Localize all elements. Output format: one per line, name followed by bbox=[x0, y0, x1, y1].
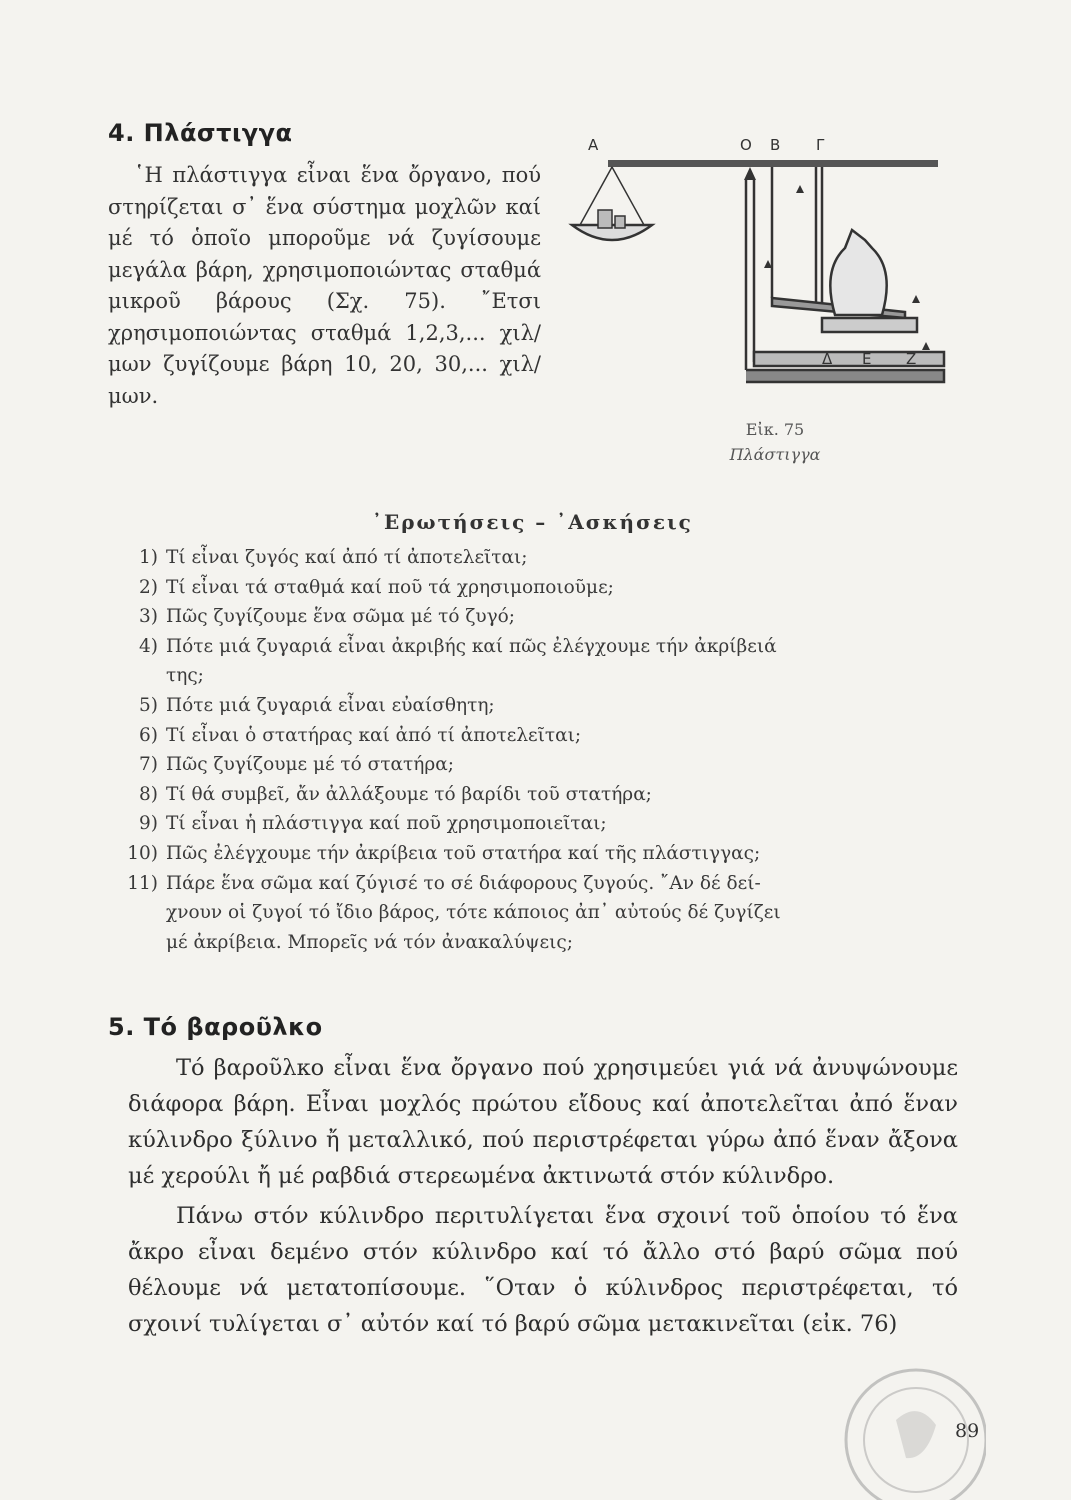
section-5-paragraph-1: Τό βαροῦλκο εἶναι ἕνα ὄργανο πού χρησιμεύει γιά νά ἀνυψώνουμε διάφορα βάρη. Εἶναι μοχλός πρώτου εἴδους καί ἀποτελεῖται ἀπό ἕναν κύλινδρο ξύλινο ἤ μεταλλικό, πού περιστρέφεται γύρω ἀπό ἕναν ἄξονα μέ χερούλι ἤ μέ ραβδιά στερεωμένα ἀκτινωτά στόν κύλινδρο. bbox=[128, 1055, 958, 1189]
label-g: Γ bbox=[816, 136, 825, 154]
exercise-list: 1) Τί εἶναι ζυγός καί ἀπό τί ἀποτελεῖται; 2) Τί εἶναι τά σταθμά καί ποῦ τά χρησιμοποιοῦμε; 3) Πῶς ζυγίζουμε ἕνα σῶμα μέ τό ζυγό; 4) Πότε μιά ζυγαριά εἶναι ἀκριβής καί πῶς ἐλέγχουμε τήν ἀκρίβειά της; 5) Πότε μιά ζυγαριά εἶναι εὐαίσθητη; 6) Τί εἶναι ὁ στατήρας καί ἀπό τί ἀποτελεῖται; 7) Πῶς ζυγίζουμε μέ τό στατήρα; 8) Τί θά συμβεῖ, ἄν ἀλλάξουμε τό βαρίδι τοῦ στατήρα; 9) Τί εἶναι ἡ πλάστιγγα καί ποῦ χρησιμοποιεῖται; 10) Πῶς ἐλέγχουμε τήν ἀκρίβεια τοῦ στατήρα καί τῆς πλάστιγγας; 11) Πάρε ἕνα σῶμα καί ζύγισέ το σέ διάφορους ζυγούς. ῎Αν δέ δεί- χνουν οἱ ζυγοί τό ἴδιο βάρος, τότε κάποιος ἀπ᾿ αὐτούς δέ ζυγίζει μέ ἀκρίβεια. Μπορεῖς νά τόν ἀνακαλύψεις; bbox=[127, 547, 781, 953]
section-4-text bbox=[108, 160, 541, 412]
label-z: Ζ bbox=[906, 350, 917, 368]
label-o: Ο bbox=[740, 136, 752, 154]
scale-beam bbox=[608, 160, 938, 167]
section-5-paragraph-2: Πάνω στόν κύλινδρο περιτυλίγεται ἕνα σχοινί τοῦ ὁποίου τό ἕνα ἄκρο εἶναι δεμένο στόν κύλινδρο καί τό ἄλλο στό βαρύ σῶμα πού θέλουμε νά μετατοπίσουμε. ῞Οταν ὁ κύλινδρος περιστρέφεται, τό σχοινί τυλίγεται σ᾿ αὐτόν καί τό βαρύ σῶμα μετακινεῖται (εἰκ. 76) bbox=[128, 1203, 958, 1337]
platform bbox=[822, 318, 917, 332]
label-e: Ε bbox=[862, 350, 872, 368]
section-5-heading: 5. Τό βαροῦλκο bbox=[108, 1013, 323, 1041]
section-4-heading: 4. Πλάστιγγα bbox=[108, 119, 293, 147]
section-4-paragraph: ῾Η πλάστιγγα εἶναι ἕνα ὄργανο, πού στηρίζεται σ᾿ ἕνα σύστημα μοχλῶν καί μέ τό ὁποῖο μποροῦμε νά ζυγίσουμε μεγάλα βάρη, χρησιμοποιώντας σταθμά μικροῦ βάρους (Σχ. 75). ῎Ετσι χρησιμοποιώντας σταθμά 1,2,3,... χιλ/μων ζυγίζουμε βάρη 10, 20, 30,... χιλ/μων. bbox=[108, 163, 541, 408]
label-d: Δ bbox=[822, 350, 833, 368]
counterweight bbox=[598, 210, 612, 228]
figure-caption bbox=[700, 420, 850, 464]
section-5-text bbox=[128, 1050, 958, 1342]
load-sack bbox=[830, 230, 886, 315]
figure-title: Πλάστιγγα bbox=[729, 445, 821, 464]
figure-number: Εἰκ. 75 bbox=[745, 420, 805, 439]
page-number: 89 bbox=[955, 1420, 980, 1442]
label-b: Β bbox=[770, 136, 781, 154]
label-a: Α bbox=[588, 136, 599, 154]
platform-scale-figure bbox=[560, 130, 960, 420]
exercises-title: ᾿Ερωτήσεις – ᾿Ασκήσεις bbox=[372, 510, 693, 534]
